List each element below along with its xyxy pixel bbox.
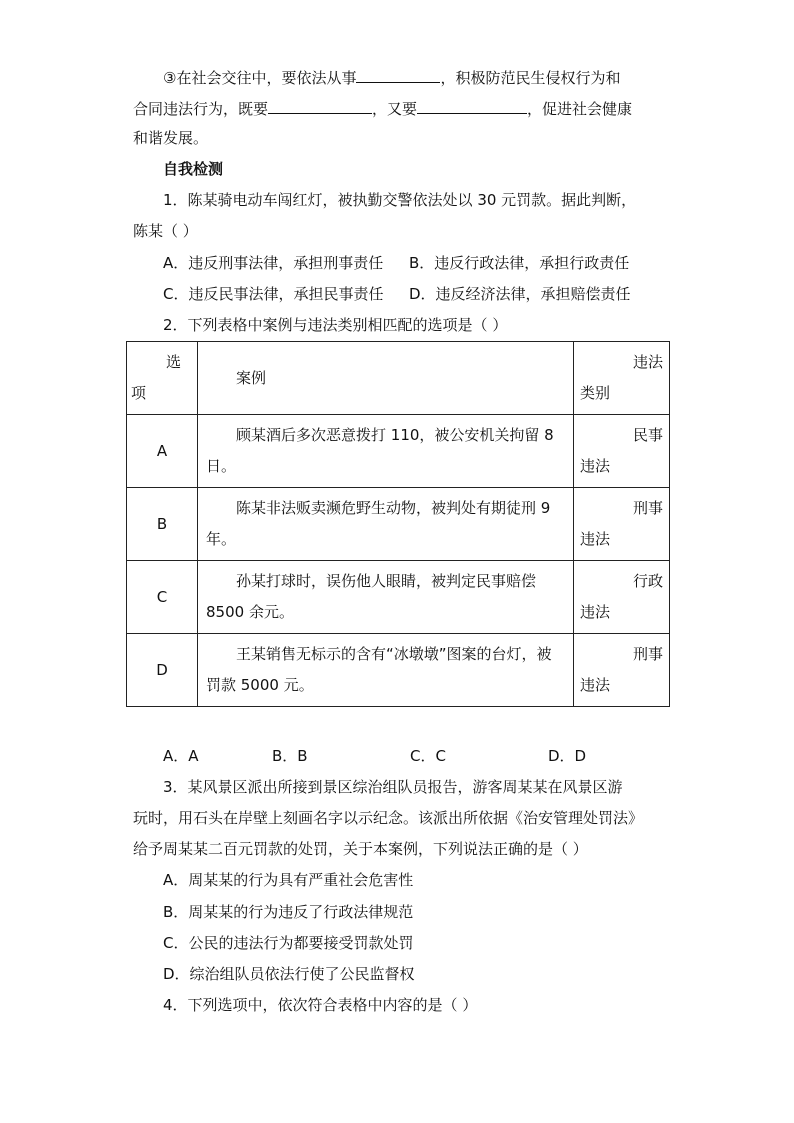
row-case xyxy=(198,561,574,634)
type-text: 民事 xyxy=(632,426,663,444)
type-text: 违法 xyxy=(580,603,611,621)
row-type xyxy=(574,634,670,707)
type-text: 违法 xyxy=(580,457,611,475)
answer-blank[interactable] xyxy=(417,97,527,114)
question-4-stem: 4．下列选项中，依次符合表格中内容的是（ ） xyxy=(163,996,478,1014)
row-option: D xyxy=(127,634,198,707)
question-1-option-d[interactable]: D．违反经济法律，承担赔偿责任 xyxy=(409,285,631,303)
row-case xyxy=(198,415,574,488)
case-text: 年。 xyxy=(206,530,237,548)
question-2-answer-d[interactable]: D．D xyxy=(548,747,587,765)
intro-text: ，积极防范民生侵权行为和 xyxy=(440,69,621,87)
question-2-answer-b[interactable]: B．B xyxy=(272,747,308,765)
type-text: 刑事 xyxy=(632,645,663,663)
header-option xyxy=(127,342,198,415)
table-row xyxy=(127,634,670,707)
header-text: 选 xyxy=(165,353,181,371)
row-case xyxy=(198,488,574,561)
question-3-stem: 3．某风景区派出所接到景区综治组队员报告，游客周某某在风景区游 xyxy=(163,778,623,796)
header-text: 类别 xyxy=(580,384,611,402)
case-text: 王某销售无标示的含有“冰墩墩”图案的台灯，被 xyxy=(236,645,552,663)
header-text: 违法 xyxy=(632,353,663,371)
question-2-answer-a[interactable]: A．A xyxy=(163,747,199,765)
intro-text: ③在社会交往中，要依法从事 xyxy=(163,69,357,87)
header-text: 项 xyxy=(131,384,147,402)
question-3-option-d[interactable]: D．综治组队员依法行使了公民监督权 xyxy=(163,965,415,983)
question-2-answer-c[interactable]: C．C xyxy=(410,747,446,765)
row-type xyxy=(574,561,670,634)
type-text: 违法 xyxy=(580,530,611,548)
table-row xyxy=(127,488,670,561)
intro-text: ，促进社会健康 xyxy=(527,100,633,118)
type-text: 行政 xyxy=(632,572,663,590)
question-3-option-c[interactable]: C．公民的违法行为都要接受罚款处罚 xyxy=(163,934,414,952)
type-text: 违法 xyxy=(580,676,611,694)
question-3-stem-cont: 玩时，用石头在岸壁上刻画名字以示纪念。该派出所依据《治安管理处罚法》 xyxy=(133,809,644,827)
row-case xyxy=(198,634,574,707)
type-text: 刑事 xyxy=(632,499,663,517)
intro-line-1 xyxy=(163,66,620,88)
header-type xyxy=(574,342,670,415)
question-1-stem-cont: 陈某（ ） xyxy=(133,222,198,240)
row-type xyxy=(574,415,670,488)
case-text: 顾某酒后多次恶意拨打 110，被公安机关拘留 8 xyxy=(236,426,554,444)
row-option: B xyxy=(127,488,198,561)
question-1-stem: 1．陈某骑电动车闯红灯，被执勤交警依法处以 30 元罚款。据此判断， xyxy=(163,191,637,209)
table-row xyxy=(127,415,670,488)
question-1-option-a[interactable]: A．违反刑事法律，承担刑事责任 xyxy=(163,254,384,272)
case-text: 8500 余元。 xyxy=(206,603,294,621)
case-text: 孙某打球时，误伤他人眼睛，被判定民事赔偿 xyxy=(236,572,537,590)
case-table xyxy=(126,341,670,707)
case-text: 日。 xyxy=(206,457,237,475)
question-2-stem: 2．下列表格中案例与违法类别相匹配的选项是（ ） xyxy=(163,316,508,334)
case-text: 罚款 5000 元。 xyxy=(206,676,314,694)
answer-blank[interactable] xyxy=(356,66,440,83)
question-3-stem-cont: 给予周某某二百元罚款的处罚，关于本案例，下列说法正确的是（ ） xyxy=(133,840,588,858)
question-3-option-a[interactable]: A．周某某的行为具有严重社会危害性 xyxy=(163,871,414,889)
table-row xyxy=(127,561,670,634)
question-3-option-b[interactable]: B．周某某的行为违反了行政法律规范 xyxy=(163,903,414,921)
intro-text: 合同违法行为，既要 xyxy=(133,100,269,118)
question-1-option-b[interactable]: B．违反行政法律，承担行政责任 xyxy=(409,254,630,272)
case-text: 陈某非法贩卖濒危野生动物，被判处有期徒刑 9 xyxy=(236,499,551,517)
intro-text: ，又要 xyxy=(372,100,418,118)
answer-blank[interactable] xyxy=(268,97,372,114)
intro-line-3: 和谐发展。 xyxy=(133,129,209,147)
table-header-row xyxy=(127,342,670,415)
section-title: 自我检测 xyxy=(163,160,224,178)
row-type xyxy=(574,488,670,561)
intro-line-2 xyxy=(133,97,632,119)
question-1-option-c[interactable]: C．违反民事法律，承担民事责任 xyxy=(163,285,384,303)
header-case: 案例 xyxy=(198,342,574,415)
row-option: A xyxy=(127,415,198,488)
row-option: C xyxy=(127,561,198,634)
